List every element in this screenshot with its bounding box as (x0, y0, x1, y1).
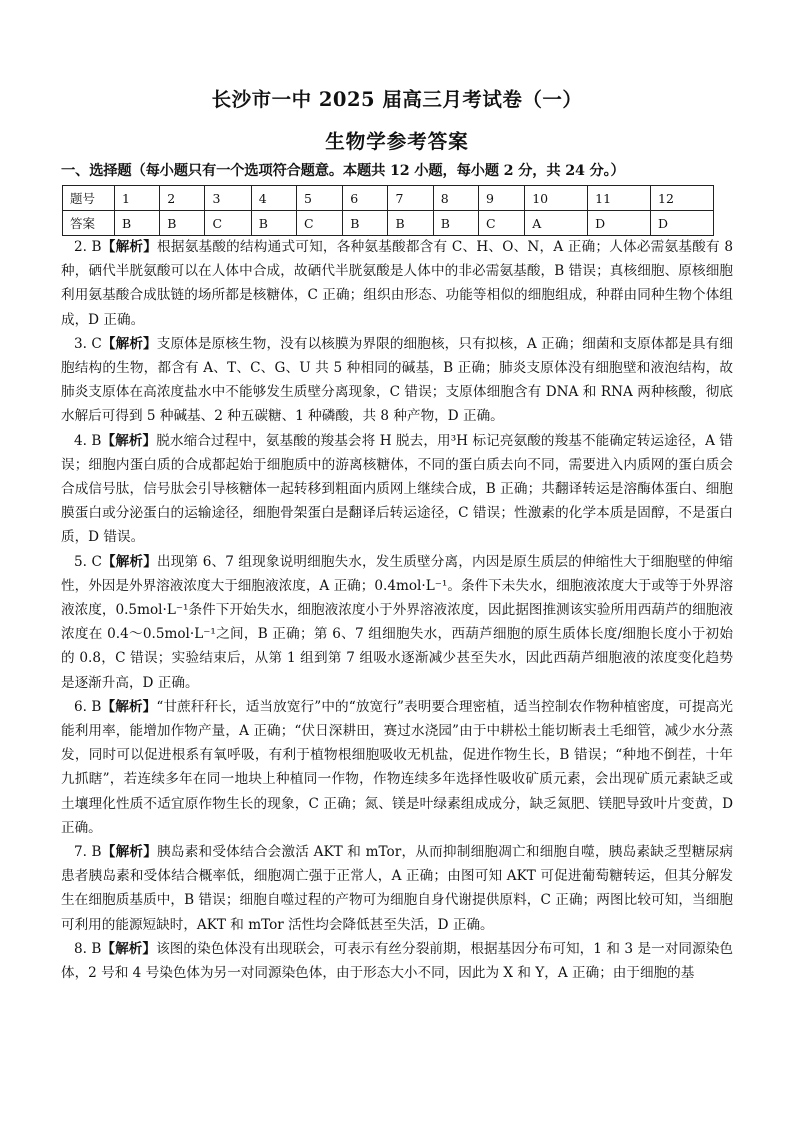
section-heading: 一、选择题（每小题只有一个选项符合题意。本题共 12 小题，每小题 2 分，共 24 分。） (61, 163, 625, 179)
page-subtitle: 生物学参考答案 (325, 130, 469, 153)
row-label-answer: 答案 (63, 211, 115, 236)
answer-table-answer-row (63, 211, 714, 236)
explanation-text: 胰岛素和受体结合会激活 AKT 和 mTor，从而抑制细胞凋亡和细胞自噬，胰岛素缺乏型糖尿病患者胰岛素和受体结合概率低，细胞凋亡强于正常人，A 正确；由图可知 AKT 可促进葡萄糖转运，但其分解发生在细胞质基质中，B 错误；细胞自噬过程的产物可为细胞自身代谢提供原料，C 正确；两图比较可知，当细胞可利用的能源短缺时，AKT 和 mTor 活性均会降低甚至失活，D 正确。 (61, 844, 733, 933)
explanation-text: 支原体是原核生物，没有以核膜为界限的细胞核，只有拟核，A 正确；细菌和支原体都是具有细胞结构的生物，都含有 A、T、C、G、U 共 5 种相同的碱基，B 正确；肺炎支原体没有细胞壁和液泡结构，故肺炎支原体在高浓度盐水中不能够发生质壁分离现象，C 错误；支原体细胞含有 DNA 和 RNA 两种核酸，彻底水解后可得到 5 种碱基、2 种五碳糖、1 种磷酸，共 8 种产物，D 正确。 (61, 335, 733, 425)
explanation-number: 8. B (74, 940, 102, 957)
explanation-number: 3. C (74, 335, 102, 352)
question-number-cell: 11 (588, 186, 651, 211)
answer-cell: B (388, 211, 433, 236)
explanation-tag: 【解析】 (101, 844, 158, 861)
explanation-item (61, 695, 733, 840)
explanation-text: 脱水缩合过程中，氨基酸的羧基会将 H 脱去，用³H 标记亮氨酸的羧基不能确定转运途径，A 错误；细胞内蛋白质的合成都起始于细胞质中的游离核糖体，不同的蛋白质去向不同，需要进入内质网的蛋白质会合成信号肽，信号肽会引导核糖体一起转移到粗面内质网上继续合成，B 正确；共翻译转运是溶酶体蛋白、细胞膜蛋白或分泌蛋白的运输途径，细胞骨架蛋白是翻译后转运途径，C 错误；性激素的化学本质是固醇，不是蛋白质，D 错误。 (61, 432, 734, 546)
explanation-tag: 【解析】 (101, 432, 157, 449)
explanation-item (61, 840, 733, 937)
answer-cell: C (296, 211, 342, 236)
question-number-cell: 7 (388, 186, 433, 211)
answer-cell: B (343, 211, 388, 236)
answer-cell: A (525, 211, 588, 236)
explanation-number: 5. C (74, 553, 102, 570)
answer-cell: B (433, 211, 478, 236)
explanation-text: “甘蔗秆秆长，适当放宽行”中的“放宽行”表明要合理密植，适当控制农作物种植密度，可提高光能利用率，能增加作物产量，A 正确；“伏日深耕田，赛过水浇园”由于中耕松土能切断表土毛细管，减少水分蒸发，同时可以促进根系有氧呼吸，有利于植物根细胞吸收无机盐，促进作物生长，B 错误；“种地不倒茬，十年九抓瞎”，若连续多年在同一地块上种植同一作物，作物连续多年选择性吸收矿质元素，会出现矿质元素缺乏或土壤理化性质不适宜原作物生长的现象，C 正确；氮、镁是叶绿素组成成分，缺乏氮肥、镁肥导致叶片变黄，D 正确。 (61, 698, 734, 836)
answer-cell: B (115, 211, 160, 236)
answer-cell: C (205, 211, 251, 236)
explanation-text: 根据氨基酸的结构通式可知，各种氨基酸都含有 C、H、O、N，A 正确；人体必需氨基酸有 8 种，硒代半胱氨酸可以在人体中合成，故硒代半胱氨酸是人体中的非必需氨基酸，B 错误；真核细胞、原核细胞利用氨基酸合成肽链的场所都是核糖体，C 正确；组织由形态、功能等相似的细胞组成，种群由同种生物个体组成，D 正确。 (61, 239, 734, 328)
row-label-number: 题号 (63, 186, 115, 211)
question-number-cell: 12 (651, 186, 714, 211)
question-number-cell: 4 (251, 186, 296, 211)
explanation-tag: 【解析】 (101, 239, 158, 255)
question-number-cell: 3 (205, 186, 251, 211)
explanation-tag: 【解析】 (101, 553, 157, 570)
question-number-cell: 8 (433, 186, 478, 211)
question-number-cell: 10 (525, 186, 588, 211)
explanation-item (61, 550, 733, 695)
explanation-text: 该图的染色体没有出现联会，可表示有丝分裂前期，根据基因分布可知，1 和 3 是一对同源染色体，2 号和 4 号染色体为另一对同源染色体，由于形态大小不同，因此为 X 和 Y，A 正确；由于细胞的基 (61, 940, 734, 982)
explanation-item (61, 937, 733, 985)
explanation-tag: 【解析】 (101, 698, 157, 715)
answer-cell: C (478, 211, 524, 236)
answer-cell: D (651, 211, 714, 236)
question-number-cell: 1 (115, 186, 160, 211)
explanation-number: 2. B (74, 239, 102, 255)
question-number-cell: 6 (343, 186, 388, 211)
explanations (61, 235, 733, 985)
answer-cell: D (588, 211, 651, 236)
explanation-item (61, 235, 733, 332)
answer-cell: B (251, 211, 296, 236)
answer-cell: B (160, 211, 205, 236)
answer-table-number-row (63, 186, 714, 211)
explanation-tag: 【解析】 (101, 335, 157, 352)
question-number-cell: 2 (160, 186, 205, 211)
question-number-cell: 5 (296, 186, 342, 211)
explanation-text: 出现第 6、7 组现象说明细胞失水，发生质壁分离，内因是原生质层的伸缩性大于细胞壁的伸缩性，外因是外界溶液浓度大于细胞液浓度，A 正确；0.4mol·L⁻¹。条件下未失水，细胞液浓度大于或等于外界溶液浓度，0.5mol·L⁻¹条件下开始失水，细胞液浓度小于外界溶液浓度，因此据图推测该实验所用西葫芦的细胞液浓度在 0.4～0.5mol·L⁻¹之间，B 正确；第 6、7 组细胞失水，西葫芦细胞的原生质体长度/细胞长度小于初始的 0.8，C 错误；实验结束后，从第 1 组到第 7 组吸水逐渐减少甚至失水，因此西葫芦细胞液的浓度变化趋势是逐渐升高，D 正确。 (61, 553, 734, 691)
explanation-number: 6. B (74, 698, 102, 715)
explanation-number: 7. B (74, 844, 102, 861)
explanation-item (61, 429, 733, 550)
question-number-cell: 9 (478, 186, 524, 211)
answer-table (62, 185, 714, 236)
explanation-number: 4. B (74, 432, 102, 449)
explanation-item (61, 332, 733, 429)
page-title: 长沙市一中 2025 届高三月考试卷（一） (211, 88, 583, 111)
explanation-tag: 【解析】 (101, 940, 157, 957)
